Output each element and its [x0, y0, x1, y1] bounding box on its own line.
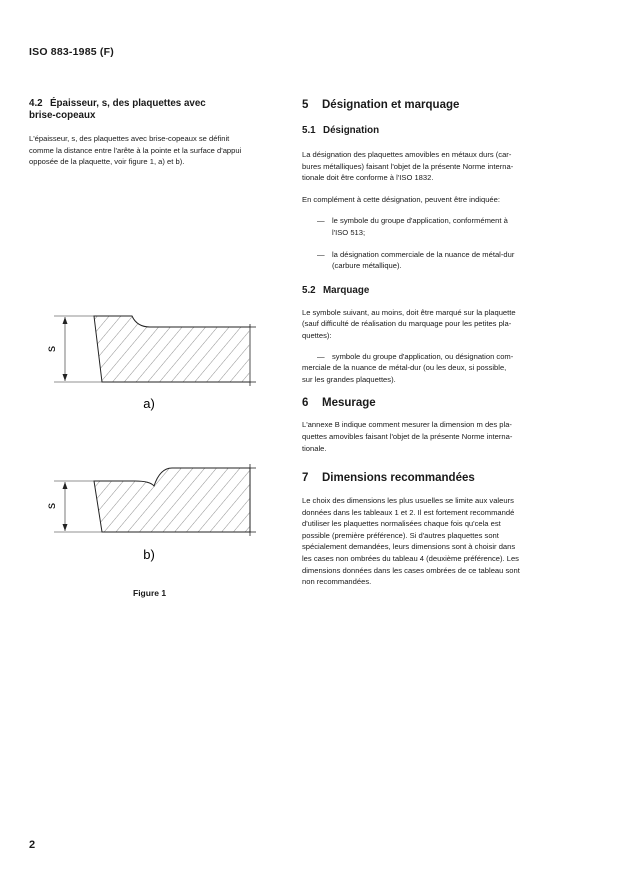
figure-1-drawing — [40, 300, 272, 600]
text-line: sur les grandes plaquettes). — [302, 374, 396, 384]
section-number: 5.2 — [302, 284, 316, 296]
text-line: La désignation des plaquettes amovibles en métaux durs (car- — [302, 150, 512, 159]
section-title-line: brise-copeaux — [29, 110, 96, 121]
section-number: 7 — [302, 472, 309, 485]
text-line: données dans les tableaux 1 et 2. Il est fortement recommandé — [302, 507, 515, 517]
section-title-text: Désignation — [323, 125, 380, 136]
section-7-paragraph — [302, 495, 559, 588]
section-number: 4.2 — [29, 98, 43, 109]
text-line: la désignation commerciale de la nuance de métal-dur — [332, 249, 515, 259]
section-number: 5 — [302, 99, 309, 111]
section-6-paragraph — [302, 419, 559, 454]
text-line: le symbole du groupe d'application, conformément à — [332, 216, 508, 226]
section-title-line: Épaisseur, s, des plaquettes avec — [50, 98, 206, 109]
list-item — [317, 249, 559, 272]
text-line: opposée de la plaquette, voir figure 1, a) et b). — [29, 157, 185, 167]
text-line: l'ISO 513; — [332, 227, 366, 237]
list-dash: — — [317, 351, 325, 361]
list-dash: — — [317, 249, 325, 259]
section-5-2-title — [302, 285, 559, 297]
text-line: dimensions données dans les cases ombrées de ce tableau sont — [302, 565, 520, 575]
figure-b-dimension-label: s — [44, 503, 58, 509]
text-line: L'épaisseur, s, des plaquettes avec brise-copeaux se définit — [29, 134, 230, 143]
left-column — [29, 98, 272, 168]
document-header: ISO 883-1985 (F) — [29, 46, 114, 58]
figure-b-insert-profile — [94, 468, 250, 532]
text-line: spécialement demandées, leurs dimensions sont à choisir dans — [302, 542, 516, 552]
section-7-title — [302, 471, 559, 485]
figure-caption: Figure 1 — [133, 588, 167, 598]
text-line: quettes amovibles faisant l'objet de la présente Norme interna- — [302, 431, 513, 441]
section-4-2-title — [29, 98, 272, 122]
text-line: comme la distance entre l'arête à la pointe et la surface d'appui — [29, 145, 242, 155]
right-column — [302, 98, 559, 588]
text-line: possible (première préférence). Si d'autres plaquettes sont — [302, 530, 499, 540]
text-line: bures métalliques) faisant l'objet de la présente Norme interna- — [302, 161, 514, 171]
section-5-title — [302, 98, 559, 112]
text-line: non recommandées. — [302, 577, 372, 587]
text-line: symbole du groupe d'application, ou désignation com- — [332, 351, 514, 361]
text-line: Le choix des dimensions les plus usuelles se limite aux valeurs — [302, 496, 514, 506]
text-line: Le symbole suivant, au moins, doit être marqué sur la plaquette — [302, 307, 516, 317]
figure-a-dimension — [44, 316, 102, 382]
figure-a-dimension-label: s — [44, 346, 58, 352]
section-5-2-list-continuation — [302, 362, 559, 385]
list-item — [317, 215, 559, 238]
section-4-2-paragraph — [29, 133, 272, 168]
section-6-title — [302, 396, 559, 410]
text-line: L'annexe B indique comment mesurer la dimension m des pla- — [302, 420, 512, 430]
text-line: (carbure métallique). — [332, 261, 402, 271]
text-line: tionale doit être conforme à l'ISO 1832. — [302, 173, 434, 183]
section-title-text: Dimensions recommandées — [322, 472, 475, 485]
section-number: 5.1 — [302, 125, 316, 136]
text-line: quettes): — [302, 330, 332, 340]
figure-b-label: b) — [143, 547, 155, 562]
text-line: merciale de la nuance de métal-dur (ou les deux, si possible, — [302, 363, 507, 373]
section-title-text: Marquage — [323, 284, 370, 296]
text-line: d'utiliser les plaquettes normalisées chaque fois qu'cela est — [302, 519, 501, 529]
figure-b-dimension — [44, 481, 102, 532]
text-line: tionale. — [302, 443, 327, 453]
section-5-2-paragraph — [302, 307, 559, 342]
text-line: les cases non ombrées du tableau 4 (deuxième préférence). Les — [302, 554, 519, 564]
list-item — [302, 351, 559, 363]
section-number: 6 — [302, 397, 309, 410]
section-title-text: Désignation et marquage — [322, 99, 460, 111]
figure-a-label: a) — [143, 396, 155, 411]
figure-a-insert-profile — [94, 316, 250, 382]
section-title-text: Mesurage — [322, 397, 376, 410]
section-5-1-title — [302, 125, 559, 137]
section-5-1-paragraph-2: En complément à cette désignation, peuvent être indiquée: — [302, 194, 500, 204]
list-dash: — — [317, 216, 325, 226]
page-number: 2 — [29, 839, 36, 851]
section-5-1-paragraph-1 — [302, 149, 559, 184]
text-line: (sauf difficulté de réalisation du marquage pour les petites pla- — [302, 319, 512, 329]
